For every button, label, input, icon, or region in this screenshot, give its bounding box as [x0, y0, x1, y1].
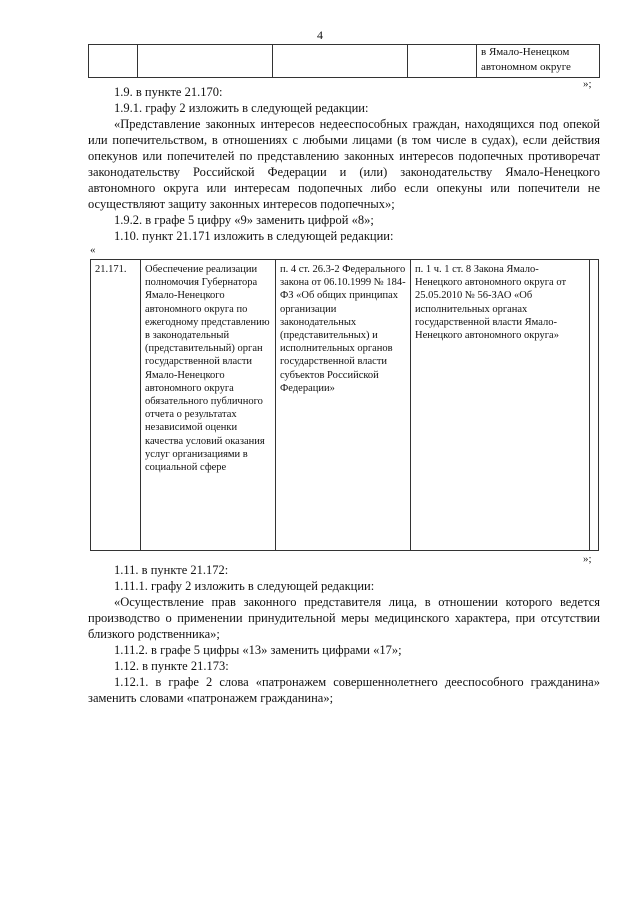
regional-basis: п. 1 ч. 1 ст. 8 Закона Ямало-Ненецкого автономного округа от 25.05.2010 № 56-ЗАО «Об исполнительных органах государственной власти Ямало-Ненецкого автономного округа»: [411, 260, 590, 551]
table-cell: [408, 45, 477, 78]
table-cell: [89, 45, 138, 78]
closing-quote-mark: »;: [583, 553, 592, 565]
function-description: Обеспечение реализации полномочия Губернатора Ямало-Ненецкого автономного округа по ежегодному представлению в законодательный (представительный) орган государственной власти Ямало-Ненецкого автономного округа обязательного публичного отчета о результатах независимой оценки качества условий оказания услуг организациями в социальной сфере: [141, 260, 276, 551]
table-cell: [273, 45, 408, 78]
previous-table-fragment: [88, 44, 600, 78]
paragraph: «Осуществление прав законного представителя лица, в отношении которого ведется производство о применении принудительной меры медицинского характера, при отсутствии близкого родственника»;: [88, 595, 600, 641]
paragraph: 1.12. в пункте 21.173:: [114, 659, 229, 673]
paragraph: 1.9. в пункте 21.170:: [114, 85, 223, 99]
page-number: 4: [317, 28, 323, 42]
paragraph: «Представление законных интересов недееспособных граждан, находящихся под опекой или попечительством, в отношениях с любыми лицами (в том числе в судах), если действия опекунов или попечителей по представлению законных интересов подопечных противоречат законодательству Российской Федерации и (или) законодательству Ямало-Ненецкого автономного округа или интересам подопечных либо если опекуны или попечители не осуществляют защиту законных интересов подопечных»;: [88, 117, 600, 211]
table-cell-text: в Ямало-Ненецком автономном округе: [477, 45, 600, 78]
paragraph: 1.9.2. в графе 5 цифру «9» заменить цифрой «8»;: [114, 213, 374, 227]
amendment-text-block-1: [88, 84, 600, 244]
paragraph: 1.9.1. графу 2 изложить в следующей редакции:: [114, 101, 369, 115]
paragraph: 1.10. пункт 21.171 изложить в следующей редакции:: [114, 229, 394, 243]
row-number: 21.171.: [91, 260, 141, 551]
amendment-table: [90, 259, 599, 551]
paragraph: 1.11.1. графу 2 изложить в следующей редакции:: [114, 579, 375, 593]
table-cell: [138, 45, 273, 78]
federal-basis: п. 4 ст. 26.3-2 Федерального закона от 06.10.1999 № 184-ФЗ «Об общих принципах организации законодательных (представительных) и исполнительных органов государственной власти субъектов Российской Федерации»: [276, 260, 411, 551]
table-row: [91, 260, 599, 551]
opening-quote-mark: «: [90, 244, 96, 256]
paragraph: 1.11.2. в графе 5 цифры «13» заменить цифрами «17»;: [114, 643, 402, 657]
paragraph: 1.12.1. в графе 2 слова «патронажем совершеннолетнего дееспособного гражданина» заменить словами «патронажем гражданина»;: [88, 675, 600, 705]
table-cell: [590, 260, 599, 551]
closing-quote-mark: »;: [583, 78, 592, 90]
amendment-text-block-2: [88, 562, 600, 706]
paragraph: 1.11. в пункте 21.172:: [114, 563, 229, 577]
